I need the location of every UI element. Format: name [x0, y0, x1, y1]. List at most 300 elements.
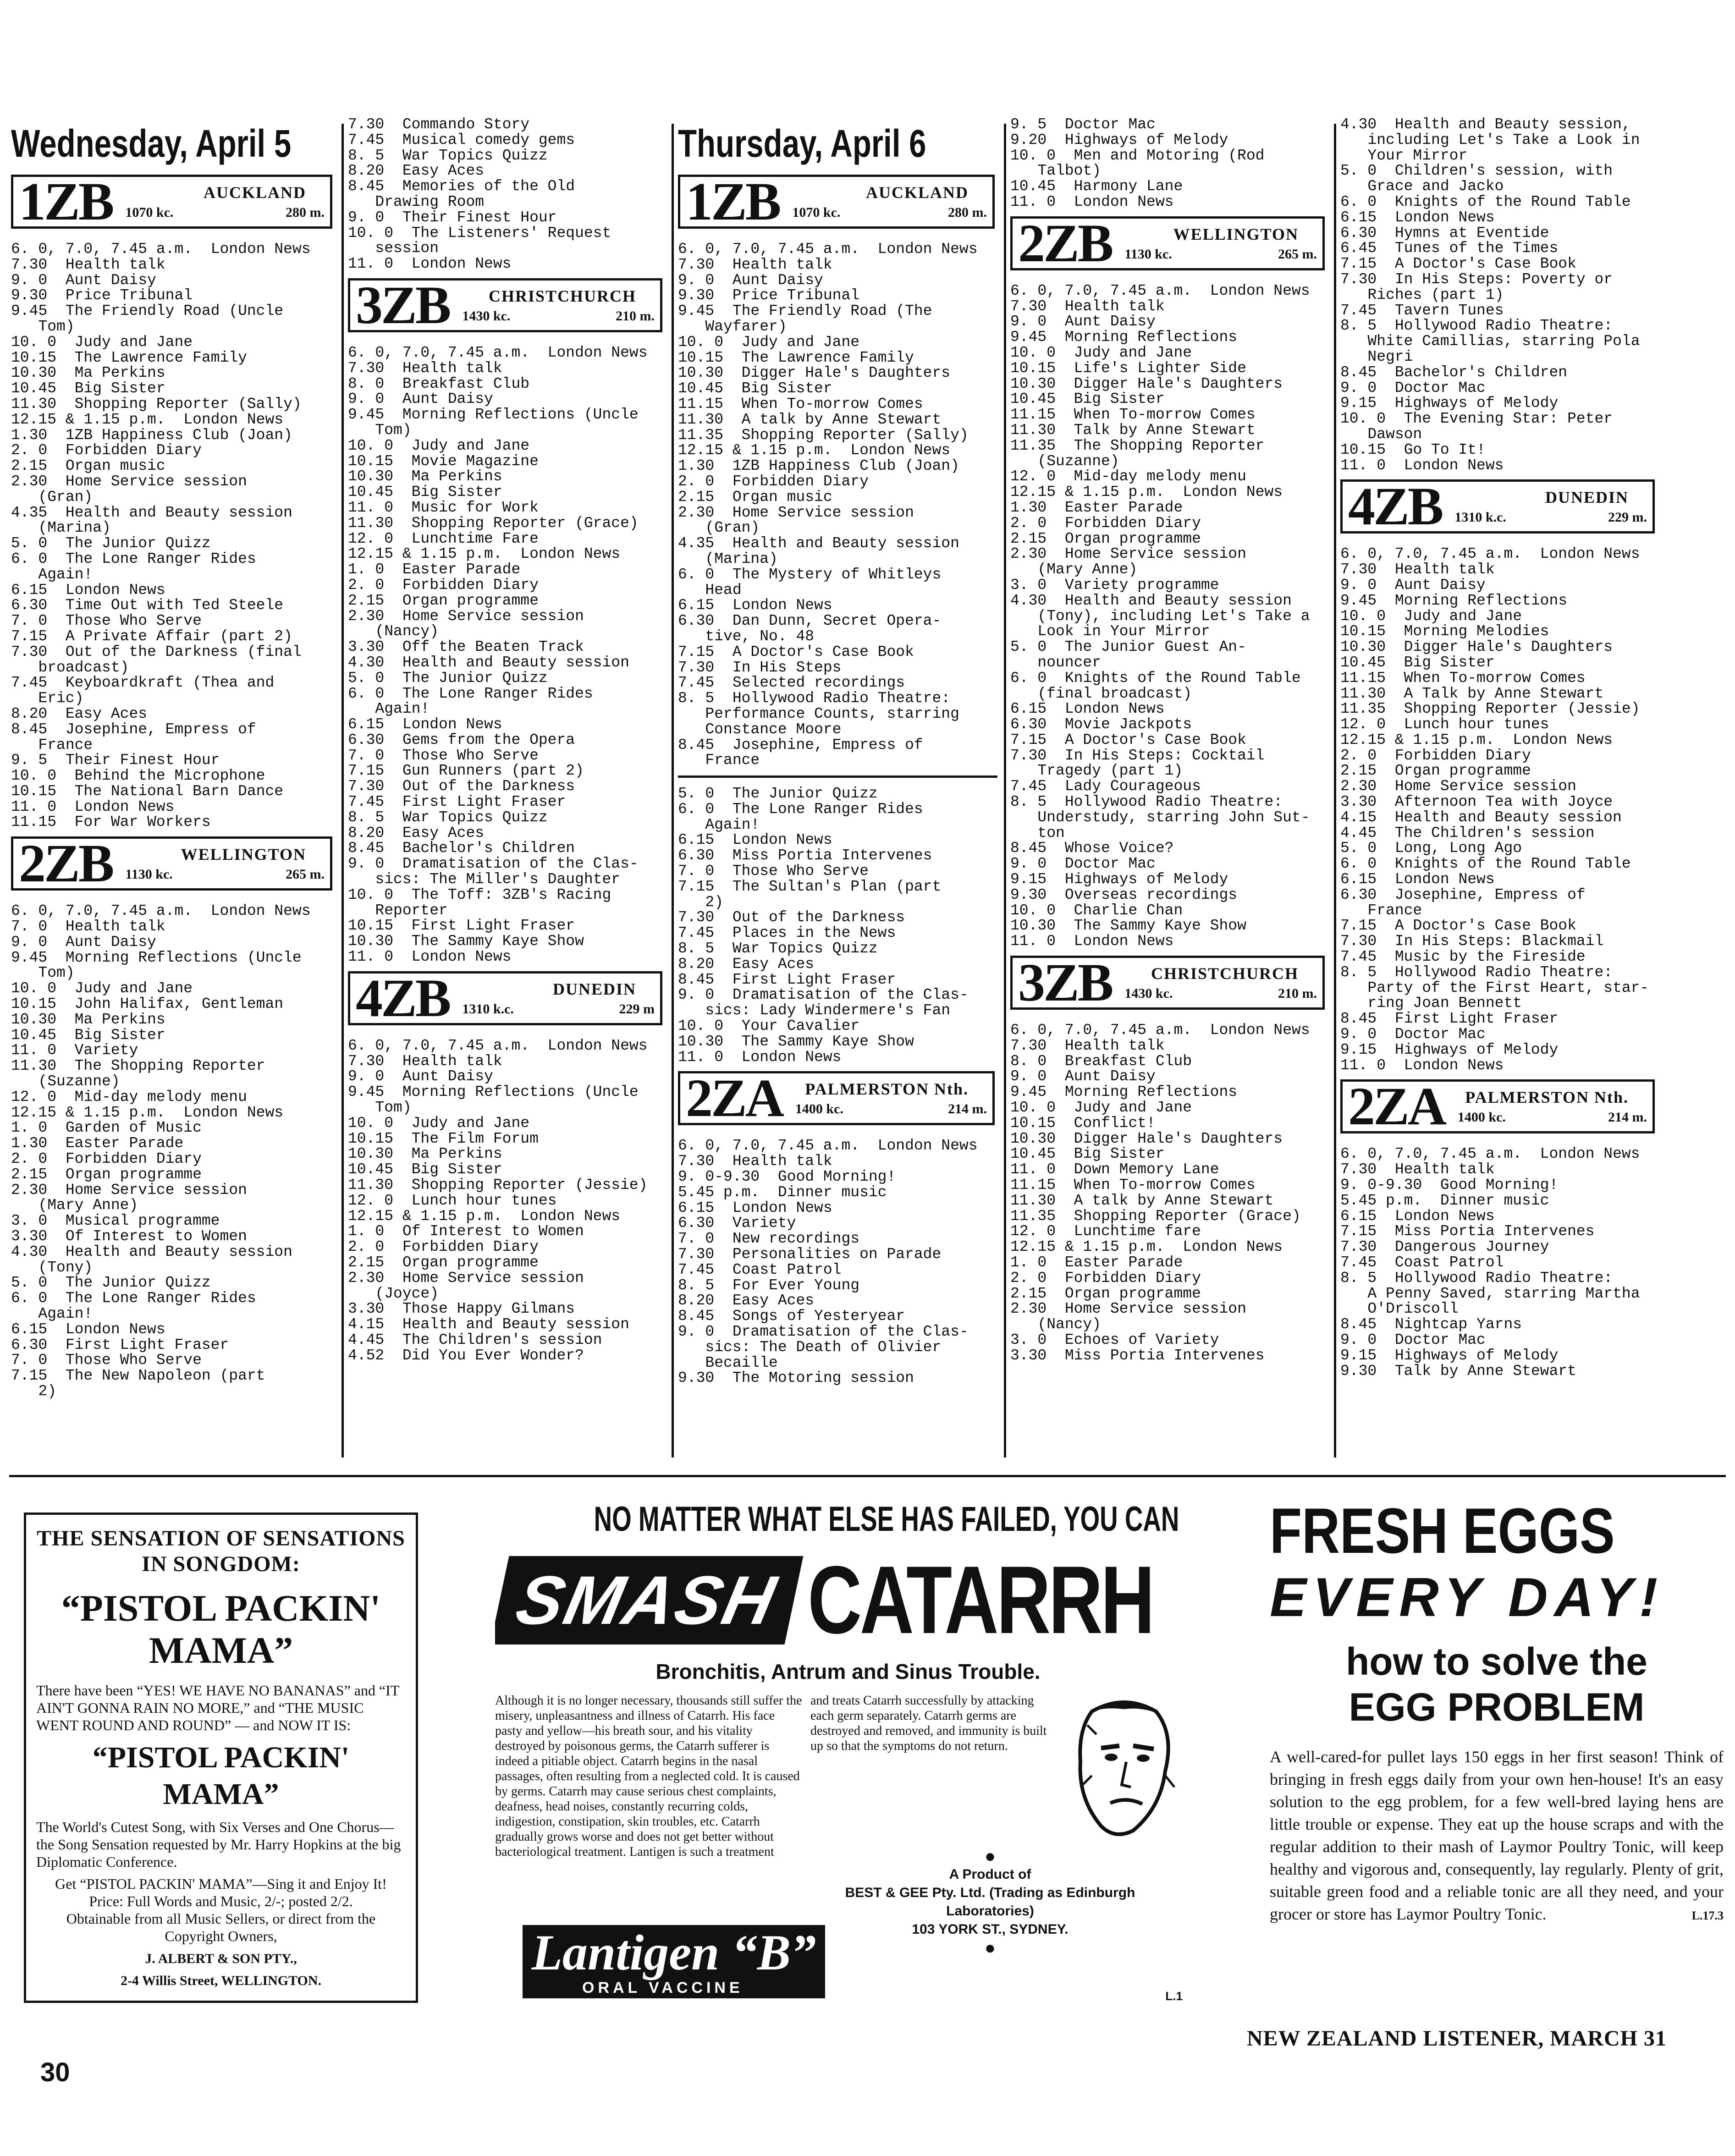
programme-entry: 11.30 Shopping Reporter (Grace)	[348, 515, 639, 531]
programme-entry: 7.30 In His Steps: Cocktail	[1010, 748, 1265, 764]
programme-entry: 7.15 The New Napoleon (part	[11, 1368, 265, 1384]
programme-entry: 7.45 Coast Patrol	[678, 1262, 842, 1278]
programme-entry: 10.15 Morning Melodies	[1340, 624, 1549, 640]
programme-entry: 7.30 Commando Story	[348, 117, 530, 132]
programme-entry: 10. 0 Judy and Jane	[348, 1115, 530, 1131]
programme-entry: 6. 0 The Lone Ranger Rides	[678, 801, 923, 817]
ad-tagline: NO MATTER WHAT ELSE HAS FAILED, YOU CAN	[594, 1500, 1179, 1539]
programme-entry: sics: Lady Windermere's Fan	[678, 1003, 951, 1019]
programme-entry: 6.30 Josephine, Empress of	[1340, 887, 1586, 903]
programme-entry: 6. 0 The Mystery of Whitleys	[678, 566, 942, 583]
programme-entry: 1.30 1ZB Happiness Club (Joan)	[11, 427, 292, 443]
programme-entry: 9. 0 Their Finest Hour	[348, 209, 557, 226]
ad-maker-block	[843, 1847, 1137, 1957]
programme-entry: 10.15 The Lawrence Family	[11, 350, 247, 366]
programme-entry: 2.30 Home Service session	[11, 1182, 247, 1198]
column-3	[676, 117, 999, 1462]
programme-entry: 12. 0 Lunchtime Fare	[348, 531, 539, 547]
programme-entry: 7.15 The Sultan's Plan (part	[678, 879, 942, 895]
programme-entry: 10.30 Ma Perkins	[348, 1146, 502, 1162]
station-wavelength: 214 m.	[1608, 1110, 1647, 1125]
ad-obtain: Obtainable from all Music Sellers, or direct from the Copyright Owners,	[66, 1910, 376, 1944]
programme-entry: 3. 0 Musical programme	[11, 1213, 220, 1229]
station-city: AUCKLAND	[203, 183, 306, 202]
programme-entry: 4.30 Health and Beauty session	[1010, 593, 1292, 609]
programme-entry: 6.15 London News	[678, 598, 832, 614]
station-meta	[1124, 964, 1317, 1001]
programme-entry: 6.30 First Light Fraser	[11, 1337, 229, 1353]
programme-entry: 12.15 & 1.15 p.m. London News	[348, 546, 621, 562]
programme-entry: 7. 0 Those Who Serve	[348, 748, 539, 764]
fresh-eggs-ad	[1270, 1496, 1724, 2005]
column-2	[346, 117, 667, 1462]
programme-entry: O'Driscoll	[1340, 1301, 1459, 1317]
programme-entry: 9. 0 Aunt Daisy	[11, 272, 156, 288]
programme-entry: Riches (part 1)	[1340, 287, 1504, 303]
programme-entry: 2. 0 Forbidden Diary	[1010, 515, 1201, 531]
programme-entry: Constance Moore	[678, 721, 842, 737]
station-wavelength: 229 m	[619, 1001, 655, 1017]
programme-entry: 7.30 Health talk	[11, 257, 165, 273]
programme-entry: 11. 0 London News	[1340, 1057, 1504, 1073]
programme-entry: 3.30 Those Happy Gilmans	[348, 1301, 575, 1317]
programme-entry: 7.15 A Doctor's Case Book	[1340, 256, 1576, 272]
programme-entry: 9. 0-9.30 Good Morning!	[1340, 1177, 1559, 1193]
programme-entry: 11. 0 London News	[11, 799, 175, 815]
programme-entry: 7.30 In His Steps: Poverty or	[1340, 271, 1613, 287]
programme-entry: 11.35 Shopping Reporter (Jessie)	[1340, 701, 1640, 717]
programme-entry: 9.45 Morning Reflections (Uncle	[348, 407, 639, 423]
station-meta	[792, 183, 987, 220]
ad-subheadline-2: EGG PROBLEM	[1349, 1685, 1645, 1729]
programme-entry: 3.30 Of Interest to Women	[11, 1229, 247, 1244]
programme-entry: 8.45 First Light Fraser	[678, 972, 896, 988]
programme-entry: 5. 0 The Junior Quizz	[348, 670, 548, 686]
station-header	[1340, 476, 1655, 537]
programme-entry: 10.30 Ma Perkins	[348, 469, 502, 485]
station-frequency	[125, 205, 325, 220]
programme-entry: 10.45 Big Sister	[678, 381, 832, 396]
station-meta	[462, 979, 655, 1017]
programme-entry: 6.30 Hymns at Eventide	[1340, 225, 1549, 241]
station-meta	[125, 183, 325, 220]
programme-entry: 6.30 Miss Portia Intervenes	[678, 848, 932, 864]
programme-entry: 12. 0 Mid-day melody menu	[1010, 469, 1246, 485]
programme-entry: 9. 0 Aunt Daisy	[678, 272, 823, 288]
programme-entry: 6. 0, 7.0, 7.45 a.m. London News	[348, 345, 648, 361]
ad-body-columns	[495, 1693, 1201, 1859]
programme-entry: 9. 0 Aunt Daisy	[1010, 314, 1156, 330]
programme-entry: 1.30 1ZB Happiness Club (Joan)	[678, 458, 959, 474]
programme-entry: 10.30 The Sammy Kaye Show	[1010, 918, 1246, 934]
programme-entry: 6.15 London News	[1010, 701, 1165, 717]
programme-entry: 2. 0 Forbidden Diary	[11, 443, 202, 459]
programme-entry: (Suzanne)	[11, 1074, 120, 1089]
programme-entry: 7.30 Out of the Darkness	[348, 779, 575, 795]
programme-entry: sics: The Death of Olivier	[678, 1339, 942, 1355]
programme-entry: 7.30 Health talk	[1340, 562, 1495, 578]
programme-entry: 6.45 Tunes of the Times	[1340, 241, 1559, 257]
column-rule	[1334, 124, 1336, 1458]
programme-entry: 1. 0 Of Interest to Women	[348, 1224, 584, 1240]
programme-entry: 6.30 Variety	[678, 1216, 796, 1232]
programme-entry: 6.30 Dan Dunn, Secret Opera-	[678, 613, 942, 629]
programme-entry: 2. 0 Forbidden Diary	[348, 577, 539, 593]
programme-entry: 7.15 Gun Runners (part 2)	[348, 763, 584, 779]
programme-entry: 6. 0, 7.0, 7.45 a.m. London News	[1340, 1146, 1640, 1162]
programme-entry: 10.45 Harmony Lane	[1010, 179, 1183, 194]
programme-entry: 10.30 Digger Hale's Daughters	[678, 365, 951, 381]
programme-entry: 12.15 & 1.15 p.m. London News	[678, 443, 951, 459]
programme-entry: Drawing Room	[348, 194, 485, 210]
programme-entry: France	[678, 753, 760, 769]
programme-entry: 9. 0 Aunt Daisy	[1010, 1069, 1156, 1085]
programme-entry: 9. 0 Doctor Mac	[1340, 1027, 1486, 1042]
programme-entry: 9. 0 Aunt Daisy	[348, 1069, 493, 1085]
station-frequency	[1124, 986, 1317, 1001]
programme-entry: 11.30 Shopping Reporter (Sally)	[11, 396, 302, 412]
station-header	[678, 171, 995, 231]
ad-subheadline: how to solve the	[1345, 1640, 1648, 1683]
programme-entry: 10.15 Life's Lighter Side	[1010, 360, 1246, 376]
ad-subtitle: Bronchitis, Antrum and Sinus Trouble.	[655, 1660, 1041, 1683]
station-meta	[1454, 488, 1647, 525]
programme-entry: Understudy, starring John Sut-	[1010, 809, 1310, 825]
programme-entry: 10.45 Big Sister	[1340, 654, 1495, 671]
programme-entry: (Mary Anne)	[11, 1198, 138, 1214]
programme-entry: 7.30 In His Steps: Blackmail	[1340, 934, 1604, 950]
programme-entry: 9.15 Highways of Melody	[1340, 1348, 1559, 1364]
programme-entry: 7.30 Health talk	[348, 1053, 502, 1069]
programme-entry: Again!	[678, 817, 760, 833]
programme-entry: 9. 0 Doctor Mac	[1340, 380, 1486, 396]
ad-body: A well-cared-for pullet lays 150 eggs in her first season! Think of bringing in fresh eggs daily from your own hen-house! It's an easy solution to the egg problem, for a few well-bred laying hens are little trouble or expense. They eat up the house scraps and with the regular addition to their mash of Laymor Poultry Tonic, will keep healthy and vigorous and, consequently, lay regularly. Plenty of grit, suitable green food and a reliable tonic are all they need, and your grocer or store has Laymor Poultry Tonic.	[1270, 1748, 1724, 1923]
programme-entry: 4.52 Did You Ever Wonder?	[348, 1348, 584, 1364]
programme-entry: Becaille	[678, 1355, 778, 1371]
programme-entry: 2. 0 Forbidden Diary	[348, 1239, 539, 1255]
programme-entry: 6. 0 The Lone Ranger Rides	[11, 1291, 256, 1306]
station-frequency	[1124, 247, 1317, 262]
programme-entry: 11. 0 London News	[348, 256, 512, 272]
programme-entry: 1.30 Easter Parade	[1010, 500, 1183, 516]
station-header	[1340, 1076, 1655, 1137]
programme-entry: 5. 0 The Junior Quizz	[678, 786, 878, 802]
ad-song-title-2: “PISTOL PACKIN' MAMA”	[92, 1741, 350, 1811]
programme-entry: 10.15 Movie Magazine	[348, 453, 539, 469]
station-meta	[1458, 1088, 1647, 1125]
programme-entry: ring Joan Bennett	[1340, 996, 1522, 1012]
programme-entry: 7.45 Musical comedy gems	[348, 132, 575, 148]
programme-entry: 12. 0 Lunch hour tunes	[348, 1193, 557, 1209]
catarrh-ad	[495, 1499, 1201, 2008]
programme-entry: 4.15 Health and Beauty session	[348, 1317, 629, 1332]
programme-entry: 10.45 Big Sister	[348, 484, 502, 500]
programme-entry: 9. 0 Aunt Daisy	[348, 391, 493, 407]
programme-entry: 6. 0, 7.0, 7.45 a.m. London News	[678, 242, 978, 257]
programme-entry: 8. 5 War Topics Quizz	[348, 148, 548, 164]
programme-entry: Again!	[348, 701, 430, 717]
section-divider	[9, 1475, 1726, 1477]
programme-entry: Look in Your Mirror	[1010, 624, 1210, 640]
station-kc: 1400 kc.	[1457, 1110, 1506, 1125]
pistol-packin-mama-ad	[24, 1512, 418, 2003]
programme-entry: 7. 0 Those Who Serve	[11, 1353, 202, 1369]
programme-entry: 7.45 Keyboardkraft (Thea and	[11, 675, 275, 691]
programme-entry: 10. 0 Charlie Chan	[1010, 902, 1183, 918]
programme-entry: 7.45 Coast Patrol	[1340, 1255, 1504, 1270]
programme-entry: 6. 0, 7.0, 7.45 a.m. London News	[678, 1138, 978, 1154]
programme-entry: 10.30 The Sammy Kaye Show	[348, 934, 584, 950]
ad-price: Price: Full Words and Music, 2/-; posted 2/2.	[89, 1893, 353, 1909]
programme-entry: 10.45 Big Sister	[11, 381, 165, 396]
ad-headline-2: EVERY DAY!	[1270, 1567, 1664, 1628]
programme-entry: 7.30 Personalities on Parade	[678, 1247, 942, 1262]
programme-entry: Again!	[11, 566, 93, 583]
station-kc: 1130 kc.	[1124, 246, 1172, 262]
programme-entry: 8. 5 Hollywood Radio Theatre:	[1340, 964, 1613, 980]
programme-entry: 9. 5 Their Finest Hour	[11, 753, 220, 769]
programme-entry: (Nancy)	[1010, 1317, 1102, 1332]
programme-entry: sics: The Miller's Daughter	[348, 872, 621, 887]
ad-body: The World's Cutest Song, with Six Verses and One Chorus—the Song Sensation requested by Mr. Harry Hopkins at the big Diplomatic Conference.	[36, 1819, 401, 1870]
programme-entry: 8.45 First Light Fraser	[1340, 1011, 1559, 1027]
station-wavelength: 210 m.	[616, 308, 655, 324]
programme-entry: 8.20 Easy Aces	[348, 163, 485, 179]
ad-banner	[495, 1547, 1201, 1653]
station-kc: 1310 k.c.	[1454, 510, 1506, 525]
ad-address: 2-4 Willis Street, WELLINGTON.	[120, 1973, 322, 1988]
station-frequency	[1454, 510, 1647, 525]
programme-entry: 6.15 London News	[678, 832, 832, 848]
station-header	[1010, 213, 1325, 273]
station-call-sign: 2ZA	[1348, 1076, 1445, 1137]
programme-entry: 10. 0 Judy and Jane	[1340, 608, 1522, 624]
programme-entry: 11.15 For War Workers	[11, 814, 211, 830]
programme-entry: 7.30 In His Steps	[678, 660, 842, 676]
programme-entry: Wayfarer)	[678, 319, 787, 335]
ad-intro: There have been “YES! WE HAVE NO BANANAS” and “IT AIN'T GONNA RAIN NO MORE,” and “THE MUSIC WENT ROUND AND ROUND” — and NOW IT IS:	[36, 1682, 399, 1733]
programme-entry: 2.30 Home Service session	[11, 473, 247, 490]
station-frequency	[792, 205, 987, 220]
day-heading: Wednesday, April 5	[11, 122, 292, 165]
programme-entry: Again!	[11, 1306, 93, 1322]
ad-product-of: A Product of	[949, 1867, 1031, 1882]
station-city: CHRISTCHURCH	[1151, 964, 1299, 983]
station-meta	[462, 286, 655, 324]
programme-entry: 6.15 London News	[1340, 872, 1495, 887]
programme-entry: 9. 0-9.30 Good Morning!	[678, 1169, 896, 1185]
programme-entry: Grace and Jacko	[1340, 179, 1504, 194]
programme-entry: 11.15 When To-morrow Comes	[1340, 670, 1586, 686]
programme-entry: 7.45 Places in the News	[678, 925, 896, 941]
programme-entry: 6. 0 The Lone Ranger Rides	[11, 551, 256, 567]
programme-entry: 4.45 The Children's session	[348, 1332, 602, 1348]
programme-entry: 9. 0 Doctor Mac	[1010, 856, 1156, 872]
station-frequency	[125, 867, 325, 882]
ad-get-line: Get “PISTOL PACKIN' MAMA”—Sing it and Enjoy It!	[55, 1876, 387, 1892]
programme-entry: 10.15 Conflict!	[1010, 1115, 1156, 1131]
programme-entry: 6. 0, 7.0, 7.45 a.m. London News	[11, 242, 311, 257]
programme-entry: 7. 0 Those Who Serve	[678, 864, 869, 879]
programme-entry: 5. 0 The Junior Guest An-	[1010, 639, 1246, 655]
programme-entry: 11.35 Shopping Reporter (Grace)	[1010, 1208, 1301, 1224]
programme-entry: 2.15 Organ music	[678, 489, 832, 505]
programme-entry: 2)	[11, 1383, 57, 1399]
programme-entry: 9.45 Morning Reflections	[1340, 593, 1568, 609]
bullet-icon: ●	[984, 1938, 996, 1958]
programme-entry: 12.15 & 1.15 p.m. London News	[1010, 1239, 1283, 1255]
station-call-sign: 2ZB	[19, 833, 113, 894]
page-number: 30	[40, 2057, 70, 2087]
programme-entry: including Let's Take a Look in	[1340, 132, 1640, 148]
programme-entry: Performance Counts, starring	[678, 706, 959, 722]
programme-entry: (Gran)	[11, 489, 93, 505]
programme-entry: 9.30 Overseas recordings	[1010, 887, 1238, 903]
programme-entry: 2. 0 Forbidden Diary	[1340, 748, 1531, 764]
programme-entry: 8.45 Songs of Yesteryear	[678, 1309, 905, 1324]
programme-entry: 10. 0 Judy and Jane	[1010, 345, 1192, 361]
station-header	[348, 968, 662, 1028]
station-meta	[125, 845, 325, 882]
programme-entry: 10.30 Digger Hale's Daughters	[1340, 639, 1613, 655]
programme-entry: (Nancy)	[348, 624, 439, 640]
programme-entry: (Gran)	[678, 520, 760, 536]
programme-entry: 10.15 The Lawrence Family	[678, 350, 914, 366]
programme-entry: 8.20 Easy Aces	[678, 956, 815, 972]
station-kc: 1430 kc.	[1124, 986, 1173, 1001]
programme-entry: 10.45 Big Sister	[11, 1027, 165, 1043]
programme-entry: 5. 0 Long, Long Ago	[1340, 841, 1522, 857]
programme-entry: 7.45 First Light Fraser	[348, 794, 566, 810]
programme-entry: 6.30 Time Out with Ted Steele	[11, 598, 284, 614]
programme-entry: Talbot)	[1010, 163, 1102, 179]
programme-entry: 10.30 Ma Perkins	[11, 365, 165, 381]
programme-entry: (final broadcast)	[1010, 686, 1192, 702]
programme-entry: 7.15 A Private Affair (part 2)	[11, 628, 292, 644]
programme-entry: Your Mirror	[1340, 148, 1468, 164]
programme-entry: (Joyce)	[348, 1286, 439, 1302]
programme-entry: 10. 0 Men and Motoring (Rod	[1010, 148, 1265, 164]
station-header	[678, 1068, 995, 1128]
programme-entry: Head	[678, 582, 742, 598]
station-wavelength: 229 m.	[1608, 510, 1647, 525]
programme-entry: 9.45 The Friendly Road (The	[678, 303, 932, 319]
programme-entry: 8.45 Memories of the Old	[348, 179, 575, 194]
station-wavelength: 280 m.	[948, 205, 987, 220]
station-header	[11, 833, 332, 894]
programme-entry: 1. 0 Easter Parade	[348, 562, 521, 578]
station-frequency	[1458, 1110, 1647, 1125]
smash-wordmark: SMASH	[495, 1556, 803, 1644]
programme-entry: 9.30 Price Tribunal	[11, 288, 193, 304]
programme-entry: 2)	[678, 894, 724, 910]
programme-entry: 4.35 Health and Beauty session	[678, 536, 959, 551]
programme-entry: 4.35 Health and Beauty session	[11, 505, 292, 521]
programme-entry: 9.15 Highways of Melody	[1340, 1042, 1559, 1058]
programme-entry: 8. 5 Hollywood Radio Theatre:	[678, 691, 951, 706]
programme-entry: 6. 0, 7.0, 7.45 a.m. London News	[348, 1038, 648, 1054]
programme-entry: 10. 0 The Toff: 3ZB's Racing	[348, 887, 611, 903]
programme-entry: 9. 5 Doctor Mac	[1010, 117, 1156, 132]
programme-entry: tive, No. 48	[678, 628, 815, 644]
programme-entry: Tom)	[11, 965, 75, 981]
programme-entry: 11. 0 Down Memory Lane	[1010, 1162, 1219, 1178]
programme-entry: 11.30 A talk by Anne Stewart	[1010, 1193, 1274, 1209]
station-wavelength: 280 m.	[286, 205, 325, 220]
station-wavelength: 265 m.	[286, 867, 325, 882]
programme-entry: 7.45 Lady Courageous	[1010, 779, 1201, 795]
programme-entry: 5. 0 Children's session, with	[1340, 163, 1613, 179]
programme-entry: 3. 0 Variety programme	[1010, 577, 1219, 593]
programme-entry: 6. 0 Knights of the Round Table	[1010, 670, 1301, 686]
day-heading: Thursday, April 6	[678, 122, 926, 165]
programme-entry: Dawson	[1340, 426, 1422, 442]
station-call-sign: 1ZB	[686, 171, 780, 231]
station-meta	[1124, 225, 1317, 262]
programme-entry: 2. 0 Forbidden Diary	[1010, 1270, 1201, 1286]
lantigen-wordmark: Lantigen “B”	[531, 1925, 816, 1980]
section-rule	[678, 776, 997, 778]
programme-entry: 6.15 London News	[348, 717, 502, 732]
programme-entry: 9.30 The Motoring session	[678, 1370, 914, 1386]
column-4	[1008, 117, 1329, 1462]
programme-entry: 6.15 London News	[1340, 1208, 1495, 1224]
programme-entry: 8.45 Whose Voice?	[1010, 841, 1174, 857]
programme-entry: 2.15 Organ programme	[1010, 1286, 1201, 1302]
programme-entry: 11. 0 London News	[1340, 457, 1504, 473]
programme-entry: 7.30 Health talk	[678, 1154, 832, 1170]
programme-entry: 2.30 Home Service session	[1010, 546, 1246, 562]
programme-entry: 8. 5 Hollywood Radio Theatre:	[1010, 794, 1283, 810]
programme-entry: 2.15 Organ programme	[348, 1255, 539, 1270]
programme-entry: 7.15 A Doctor's Case Book	[678, 644, 914, 660]
programme-entry: 9. 0 Aunt Daisy	[1340, 577, 1486, 593]
station-meta	[795, 1079, 987, 1117]
programme-entry: Tom)	[348, 1100, 412, 1116]
programme-entry: (Mary Anne)	[1010, 562, 1138, 578]
programme-entry: 8.45 Nightcap Yarns	[1340, 1317, 1522, 1332]
programme-entry: 9.45 Morning Reflections	[1010, 330, 1238, 345]
programme-entry: (Marina)	[11, 520, 111, 536]
programme-entry: 11. 0 Music for Work	[348, 500, 539, 516]
station-frequency	[462, 308, 655, 324]
programme-entry: 8.45 Josephine, Empress of	[11, 721, 256, 737]
station-call-sign: 1ZB	[19, 171, 113, 231]
programme-entry: Party of the First Heart, star-	[1340, 980, 1649, 996]
programme-entry: 7. 0 Those Who Serve	[11, 613, 202, 629]
programme-entry: 12.15 & 1.15 p.m. London News	[1010, 484, 1283, 500]
programme-entry: France	[1340, 902, 1422, 918]
station-call-sign: 3ZB	[356, 275, 450, 335]
programme-entry: 9.45 Morning Reflections	[1010, 1084, 1238, 1100]
station-city: WELLINGTON	[1173, 225, 1299, 243]
programme-entry: 10.30 Digger Hale's Daughters	[1010, 1131, 1283, 1147]
programme-entry: 8.20 Easy Aces	[678, 1293, 815, 1309]
programme-entry: 12.15 & 1.15 p.m. London News	[348, 1208, 621, 1224]
programme-entry: 11.35 Shopping Reporter (Sally)	[678, 427, 969, 443]
programme-entry: 6. 0, 7.0, 7.45 a.m. London News	[1010, 283, 1310, 299]
programme-entry: 4.30 Health and Beauty session	[348, 654, 629, 671]
programme-entry: 9.20 Highways of Melody	[1010, 132, 1228, 148]
oral-vaccine-label: ORAL VACCINE	[582, 1979, 744, 1996]
programme-entry: Tragedy (part 1)	[1010, 763, 1183, 779]
programme-entry: 11.30 Talk by Anne Stewart	[1010, 422, 1256, 438]
programme-entry: 7.30 Health talk	[1010, 1038, 1165, 1054]
masthead: NEW ZEALAND LISTENER, MARCH 31	[1247, 2026, 1667, 2051]
ad-headline: FRESH EGGS	[1270, 1496, 1615, 1567]
programme-entry: 11.30 A talk by Anne Stewart	[678, 412, 942, 428]
programme-entry: 10.15 The Film Forum	[348, 1131, 539, 1147]
